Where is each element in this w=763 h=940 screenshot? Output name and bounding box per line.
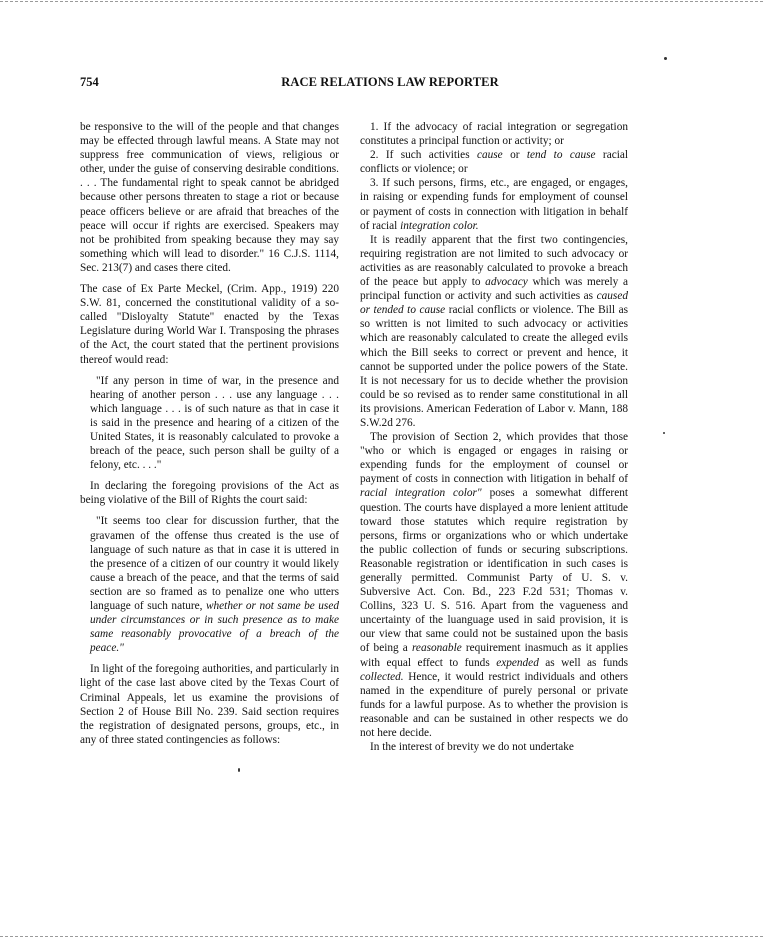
left-column — [80, 120, 339, 747]
right-paragraph-3: In the interest of brevity we do not undertake — [370, 741, 574, 754]
list-item-2-emphasis-cause: cause — [476, 149, 503, 162]
list-item-1: 1. If the advocacy of racial integration or segregation constitutes a principal function or activity; or — [360, 121, 628, 148]
right-paragraph-1-a: It is readily apparent that the first two contingencies, requiring registration are not limited to such advocacy or activities as are reasonably calculated to provoke a breach of the peace but apply to — [360, 233, 628, 289]
left-paragraph-2: The case of Ex Parte Meckel, (Crim. App., 1919) 220 S.W. 81, concerned the constitutional validity of a so-called "Disloyalty Statute" enacted by the Texas Legislature during World War I. Transposing the phrases of the Act, the court stated that the pertinent provisions thereof would read: — [80, 283, 339, 366]
right-paragraph-1 — [360, 233, 628, 430]
top-border-dashes — [0, 1, 763, 2]
right-paragraph-2-emphasis-expended: expended — [496, 656, 539, 669]
right-paragraph-2-a: The provision of Section 2, which provides that those "who or which is engaged or engages in raising or expending funds for the employment of counsel or payment of costs in connection with litigation in behalf of — [360, 431, 628, 486]
right-paragraph-2-emphasis-racial: racial integration color" — [360, 487, 482, 500]
right-paragraph-2-c: poses a somewhat different question. The courts have displayed a more lenient attitude toward those statutes which require registration by persons, firms or organizations who or which undertake the public collection of funds or securing subscriptions. Reasonable registration or identification in such cases is generally permitted. Communist Party of U. S. v. Subversive Act. Con. Bd., 223 F.2d 531; Thomas v. Collins, 323 U. S. 516. Apart from the vagueness and uncertainty of the luanguage used in said provision, it is our view that same could not be sustained upon the basis of being a — [360, 487, 628, 655]
list-item-2-or: or — [502, 149, 527, 162]
block-quote-1: "If any person in time of war, in the presence and hearing of another person . . . use any language . . . which language . . . is of such nature as that in case it is said in the presence and hearing of a citizen of the United States, it is reasonably calculated to provoke a breach of the peace, such person shall be guilty of a felony, etc. . . ." — [90, 374, 339, 472]
right-paragraph-1-emphasis-caused: caused or tended to cause — [360, 290, 628, 317]
right-column — [360, 120, 628, 754]
right-paragraph-2-emphasis-collected: collected. — [360, 670, 404, 683]
scan-speck — [238, 768, 240, 772]
right-paragraph-1-c: which was merely a principal function or activity and such activities as — [360, 276, 628, 303]
right-paragraph-1-emphasis-advocacy: advocacy — [485, 276, 528, 289]
right-paragraph-2-e: requirement inasmuch as it applies with equal effect to funds — [360, 642, 629, 669]
list-item-3-emphasis: integration color. — [400, 219, 479, 232]
list-item-2-tail: racial conflicts or violence; or — [360, 149, 629, 176]
scan-speck — [663, 432, 665, 434]
block-quote-2-text: "It seems too clear for discussion further, that the gravamen of the offense thus created is the use of language of such nature as that in case it is uttered in the presence of a citizen of our country it would likely cause a breach of the peace, and that the terms of said section are so framed as to penalize one who utters language of such nature, — [90, 515, 339, 612]
block-quote-2-emphasis: whether or not same be used under circumstances or in such presence as to make same reasonably provocative of a breach of the peace." — [90, 600, 339, 655]
right-paragraph-2-g: as well as funds — [538, 656, 629, 669]
page-number: 754 — [80, 75, 99, 89]
running-title: RACE RELATIONS LAW REPORTER — [281, 75, 499, 89]
right-paragraph-2 — [360, 430, 628, 740]
list-item-2-text: 2. If such activities — [370, 149, 477, 162]
page-header — [80, 75, 700, 95]
right-paragraph-2-i: Hence, it would restrict individuals and others named in the expenditure of purely personal or private funds for a lawful purpose. As to whether the provision is reasonable and can be sustained in other respects we do not here decide. — [360, 670, 628, 740]
right-paragraph-2-emphasis-reasonable: reasonable — [411, 642, 462, 655]
left-paragraph-3: In declaring the foregoing provisions of the Act as being violative of the Bill of Rights the court said: — [80, 480, 339, 507]
block-quote-2 — [80, 514, 339, 655]
left-paragraph-4: In light of the foregoing authorities, and particularly in light of the case last above cited by the Texas Court of Criminal Appeals, let us examine the provisions of Section 2 of House Bill No. 239. Said section requires the registration of designated persons, groups, etc., in any of three stated contingencies as follows: — [80, 663, 339, 746]
left-paragraph-1: be responsive to the will of the people and that changes may be effected through lawful means. A State may not suppress free communication of views, religious or other, under the guise of conserving desirable conditions. . . . The fundamental right to speak cannot be abridged because other persons threaten to stage a riot or because peace officers believe or are afraid that breaches of the peace will occur if rights are exercised. Speakers may not be prohibited from speaking because they may say something which will lead to disorder." 16 C.J.S. 1114, Sec. 213(7) and cases there cited. — [80, 121, 339, 274]
scan-speck — [664, 57, 667, 60]
right-paragraph-1-e: racial conflicts or violence. The Bill as so written is not limited to such advocacy or activities which are reasonably calculated to create the alleged evils which the Bill seeks to correct or prevent and hence, it cannot be supported under the police powers of the State. It is not necessary for us to decide whether the provision could be so revised as to render same constitutional in all its provisions. American Federation of Labor v. Mann, 188 S.W.2d 276. — [360, 304, 628, 429]
list-item-2-emphasis-tend: tend to cause — [526, 149, 596, 162]
bottom-border-dashes — [0, 936, 763, 937]
list-item-2 — [360, 148, 628, 176]
list-item-3 — [360, 176, 628, 232]
list-item-3-text: 3. If such persons, firms, etc., are engaged, or engages, in raising or expending funds for employment of counsel or payment of costs in connection with litigation in behalf of racial — [360, 177, 628, 232]
